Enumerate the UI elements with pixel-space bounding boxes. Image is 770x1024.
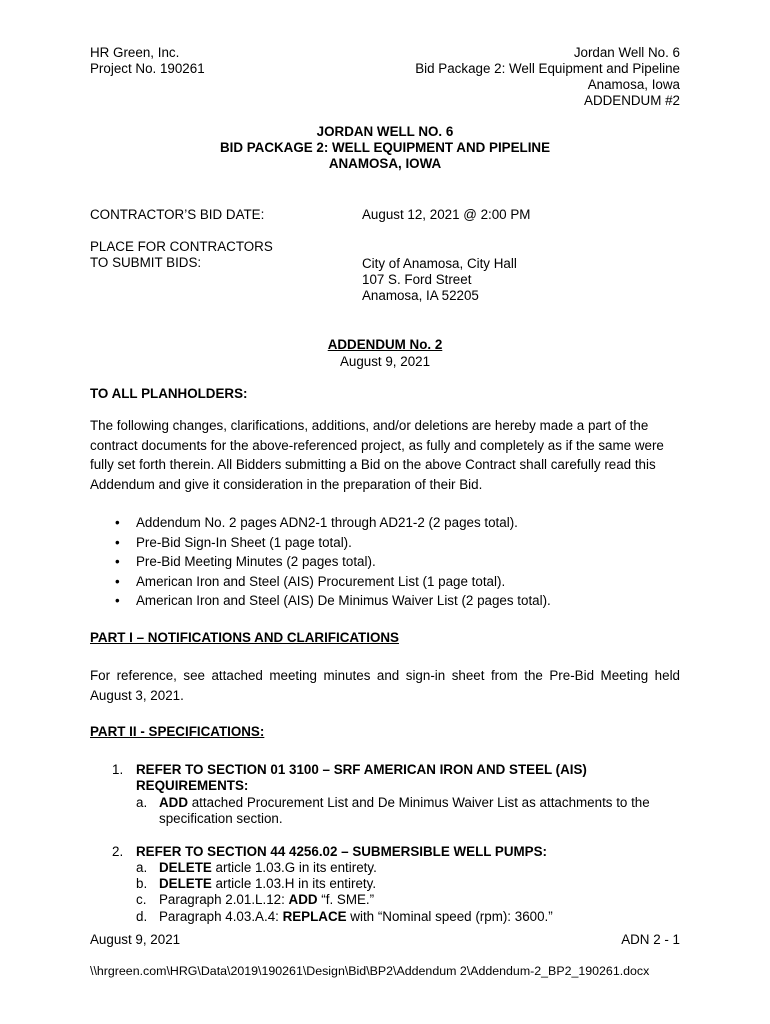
list-item <box>90 572 551 592</box>
bullet-icon: • <box>115 593 120 608</box>
header-addendum: ADDENDUM #2 <box>584 93 680 108</box>
attachments-list <box>90 513 551 611</box>
place-label-line-1: PLACE FOR CONTRACTORS <box>90 239 273 254</box>
part1-heading: PART I – NOTIFICATIONS AND CLARIFICATIONS <box>90 630 399 645</box>
item-1-title-line-1: REFER TO SECTION 01 3100 – SRF AMERICAN IRON AND STEEL (AIS) <box>136 762 587 777</box>
item-2d-letter: d. <box>136 909 148 924</box>
intro-paragraph: The following changes, clarifications, additions, and/or deletions are hereby made a part of the contract documents for the above-referenced project, as fully and completely as if the same were fully set forth therein. All Bidders submitting a Bid on the above Contract shall carefully read this Addendum and give it consideration in the preparation of their Bid. <box>90 418 664 492</box>
item-2-number: 2. <box>112 844 124 859</box>
bid-date-label: CONTRACTOR’S BID DATE: <box>90 207 265 222</box>
document-title <box>0 124 770 172</box>
addendum-heading: ADDENDUM No. 2 <box>327 337 443 352</box>
keyword-add: ADD <box>159 795 189 810</box>
title-line-2: BID PACKAGE 2: WELL EQUIPMENT AND PIPELINE <box>219 140 551 155</box>
header-project-number: Project No. 190261 <box>90 61 205 76</box>
to-all-planholders: TO ALL PLANHOLDERS: <box>90 386 248 401</box>
keyword-replace: REPLACE <box>282 909 347 924</box>
place-label-line-2: TO SUBMIT BIDS: <box>90 255 202 270</box>
attachment-text: American Iron and Steel (AIS) Procurement List (1 page total). <box>136 573 506 589</box>
header-bid-package: Bid Package 2: Well Equipment and Pipeline <box>415 61 680 76</box>
item-2b-letter: b. <box>136 876 148 891</box>
footer-date: August 9, 2021 <box>90 932 181 947</box>
part1-text: For reference, see attached meeting minutes and sign-in sheet from the Pre-Bid Meeting held August 3, 2021. <box>90 668 680 703</box>
item-2d-post: with “Nominal speed (rpm): 3600.” <box>346 909 553 924</box>
part2-heading: PART II - SPECIFICATIONS: <box>90 724 265 739</box>
item-1a-line-2: specification section. <box>159 811 283 826</box>
header-right <box>415 45 680 109</box>
title-line-1: JORDAN WELL NO. 6 <box>316 124 454 139</box>
bullet-icon: • <box>115 554 120 569</box>
keyword-add: ADD <box>288 892 318 907</box>
item-2a-text <box>159 860 377 876</box>
item-2c-text <box>159 892 374 908</box>
title-line-3: ANAMOSA, IOWA <box>328 156 442 171</box>
addendum-date: August 9, 2021 <box>339 354 431 369</box>
attachment-text: Pre-Bid Meeting Minutes (2 pages total). <box>136 554 376 569</box>
header-location: Anamosa, Iowa <box>587 77 680 92</box>
item-2a-letter: a. <box>136 860 148 875</box>
item-1a-text <box>159 795 650 827</box>
header-project-name: Jordan Well No. 6 <box>573 45 680 60</box>
item-2c-pre: Paragraph 2.01.L.12: <box>159 892 289 907</box>
item-2c-post: “f. SME.” <box>317 892 375 907</box>
place-address-line-2: 107 S. Ford Street <box>362 272 472 287</box>
place-address <box>362 256 517 304</box>
list-item <box>90 533 551 553</box>
bid-date-value: August 12, 2021 @ 2:00 PM <box>362 207 531 222</box>
item-1-number: 1. <box>112 762 124 777</box>
keyword-delete: DELETE <box>159 860 212 875</box>
header-company: HR Green, Inc. <box>90 45 180 60</box>
attachment-text: American Iron and Steel (AIS) De Minimus Waiver List (2 pages total). <box>136 593 551 608</box>
item-2b-post: article 1.03.H in its entirety. <box>211 876 377 891</box>
keyword-delete: DELETE <box>159 876 212 891</box>
item-2d-text <box>159 909 553 925</box>
attachment-text: Addendum No. 2 pages ADN2-1 through AD21-2 (2 pages total). <box>136 515 518 530</box>
item-2d-pre: Paragraph 4.03.A.4: <box>159 909 283 924</box>
bullet-icon: • <box>115 515 120 530</box>
item-2-title: REFER TO SECTION 44 4256.02 – SUBMERSIBLE WELL PUMPS: <box>136 844 547 859</box>
item-1-title-line-2: REQUIREMENTS: <box>136 778 249 793</box>
place-label <box>90 239 273 271</box>
item-2a-post: article 1.03.G in its entirety. <box>211 860 377 875</box>
footer-page-number: ADN 2 - 1 <box>621 932 680 947</box>
item-1-title <box>136 762 587 794</box>
list-item <box>90 513 551 533</box>
place-address-line-3: Anamosa, IA 52205 <box>362 288 479 303</box>
list-item <box>90 552 551 572</box>
place-address-line-1: City of Anamosa, City Hall <box>362 256 517 271</box>
header-left <box>90 45 205 77</box>
item-1a-line-1: attached Procurement List and De Minimus Waiver List as attachments to the <box>188 795 650 810</box>
bullet-icon: • <box>115 573 120 589</box>
bullet-icon: • <box>115 534 120 550</box>
item-1a-letter: a. <box>136 795 148 810</box>
item-2b-text <box>159 876 376 892</box>
footer-file-path: \\hrgreen.com\HRG\Data\2019\190261\Design\Bid\BP2\Addendum 2\Addendum-2_BP2_190261.docx <box>90 964 650 978</box>
list-item <box>90 591 551 611</box>
attachment-text: Pre-Bid Sign-In Sheet (1 page total). <box>136 534 352 550</box>
item-2c-letter: c. <box>136 892 147 907</box>
